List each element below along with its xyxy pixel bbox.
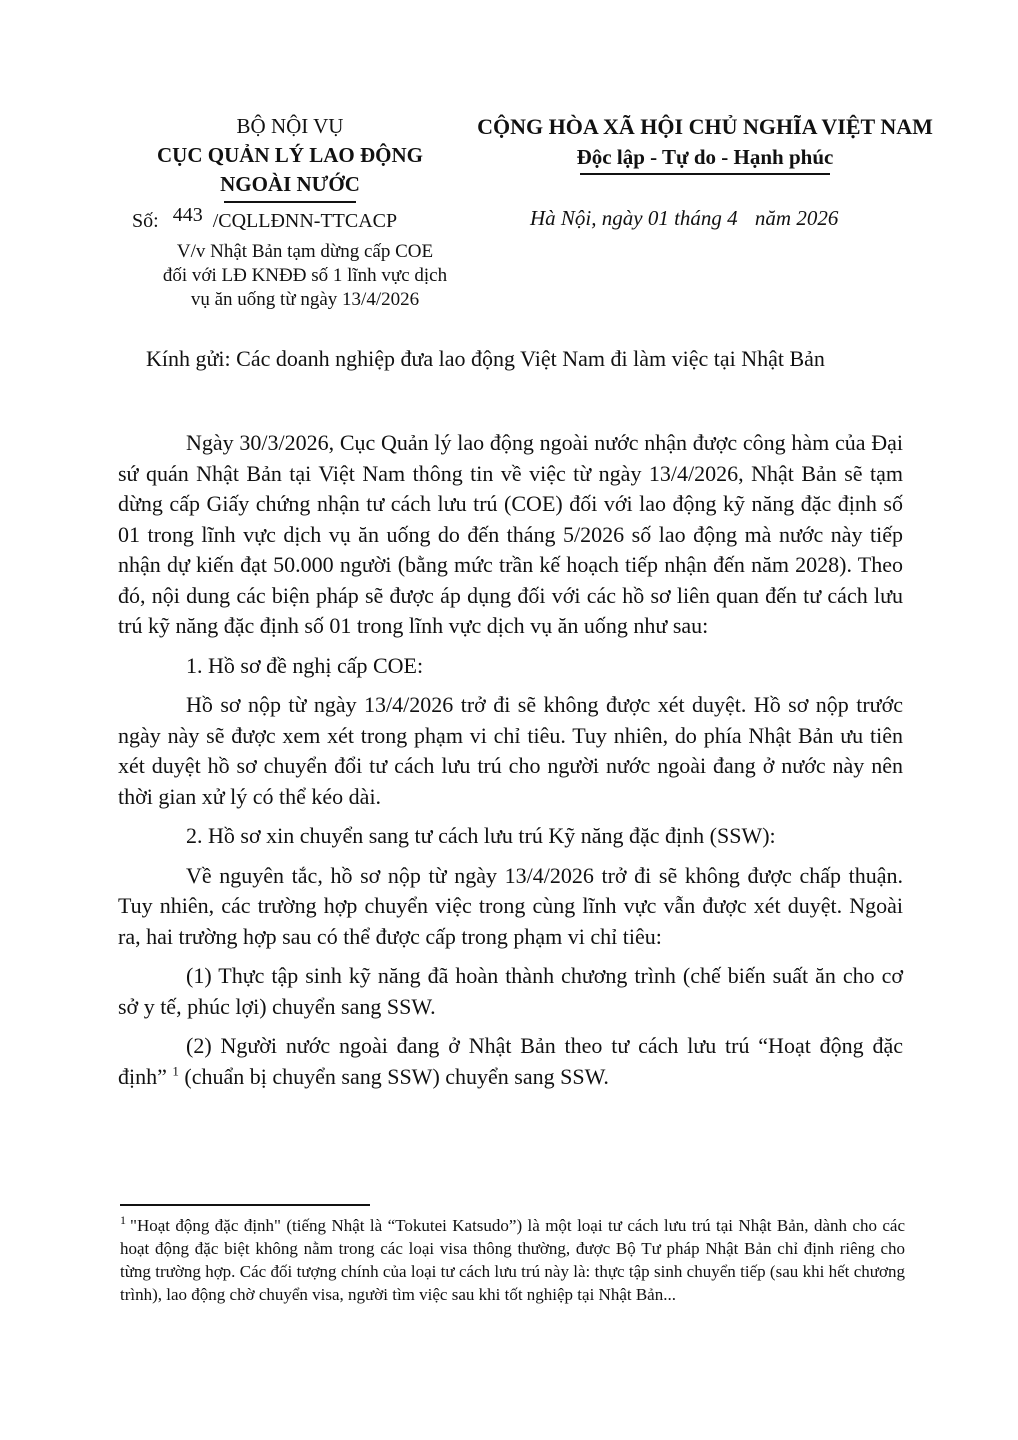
date-place: Hà Nội, ngày — [530, 206, 643, 230]
case2-text-part2: (chuẩn bị chuyển sang SSW) chuyển sang SSW. — [184, 1063, 609, 1089]
department-name-line2: NGOÀI NƯỚC — [220, 172, 360, 196]
document-number — [132, 204, 398, 233]
ministry-name: BỘ NỘI VỤ — [236, 114, 344, 138]
case1-paragraph: (1) Thực tập sinh kỹ năng đã hoàn thành chương trình (chế biến suất ăn cho cơ sở y tế, phúc lợi) chuyển sang SSW. — [118, 963, 903, 1019]
item1-heading: 1. Hồ sơ đề nghị cấp COE: — [186, 652, 424, 678]
date-day: 01 — [647, 206, 669, 230]
document-number-prefix: Số: — [132, 210, 159, 232]
item2-paragraph: Về nguyên tắc, hồ sơ nộp từ ngày 13/4/2026 trở đi sẽ không được chấp thuận. Tuy nhiên, các trường hợp chuyển việc trong cùng lĩnh vực vẫn được xét duyệt. Ngoài ra, hai trường hợp sau có thể được cấp trong phạm vi chỉ tiêu: — [118, 862, 903, 949]
agency-underline — [224, 201, 356, 203]
document-body — [118, 428, 903, 1101]
issuing-agency-block — [100, 112, 480, 203]
subject-line-1: V/v Nhật Bản tạm dừng cấp COE — [176, 241, 434, 262]
document-number-value: 443 — [172, 204, 203, 226]
date-month-label: tháng — [674, 206, 722, 230]
document-number-suffix: /CQLLĐNN-TTCACP — [212, 210, 398, 232]
footnote-separator — [120, 1204, 370, 1206]
footnote-marker: 1 — [120, 1213, 126, 1228]
national-motto: Độc lập - Tự do - Hạnh phúc — [576, 145, 834, 169]
nation-name: CỘNG HÒA XÃ HỘI CHỦ NGHĨA VIỆT NAM — [477, 114, 933, 139]
footnote-text: "Hoạt động đặc định" (tiếng Nhật là “Tokutei Katsudo”) là một loại tư cách lưu trú tại Nhật Bản, dành cho các hoạt động đặc biệt không nằm trong các loại visa thông thường, được Bộ Tư pháp Nhật Bản chỉ định riêng cho từng trường hợp. Các đối tượng chính của loại tư cách lưu trú này là: thực tập sinh chuyển tiếp (sau khi hết chương trình), lao động chờ chuyển visa, người tìm việc sau khi tốt nghiệp tại Nhật Bản... — [120, 1216, 905, 1304]
document-subject — [140, 240, 470, 312]
case2-text-part1: (2) Người nước ngoài đang ở Nhật Bản theo tư cách lưu trú “Hoạt động đặc định” — [118, 1033, 903, 1089]
recipient-line: Kính gửi: Các doanh nghiệp đưa lao động Việt Nam đi làm việc tại Nhật Bản — [146, 346, 825, 371]
motto-underline — [580, 173, 830, 175]
issue-date — [530, 206, 838, 231]
national-title-block — [465, 112, 945, 175]
subject-line-3: vụ ăn uống từ ngày 13/4/2026 — [190, 289, 420, 310]
item2-heading: 2. Hồ sơ xin chuyển sang tư cách lưu trú Kỹ năng đặc định (SSW): — [186, 823, 776, 848]
footnote — [120, 1214, 905, 1306]
case2-paragraph — [118, 1031, 903, 1092]
date-month: 4 — [727, 206, 738, 230]
department-name-line1: CỤC QUẢN LÝ LAO ĐỘNG — [156, 143, 423, 167]
intro-paragraph: Ngày 30/3/2026, Cục Quản lý lao động ngoài nước nhận được công hàm của Đại sứ quán Nhật Bản tại Việt Nam thông tin về việc từ ngày 13/4/2026, Nhật Bản sẽ tạm dừng cấp Giấy chứng nhận tư cách lưu trú (COE) đối với lao động kỹ năng đặc định số 01 trong lĩnh vực dịch vụ ăn uống do đến tháng 5/2026 số lao động mà nước này tiếp nhận dự kiến đạt 50.000 người (bằng mức trần kế hoạch tiếp nhận đến năm 2028). Theo đó, nội dung các biện pháp sẽ được áp dụng đối với các hồ sơ liên quan đến tư cách lưu trú kỹ năng đặc định số 01 trong lĩnh vực dịch vụ ăn uống như sau: — [118, 430, 903, 638]
subject-line-2: đối với LĐ KNĐĐ số 1 lĩnh vực dịch — [162, 265, 448, 286]
footnote-reference[interactable]: 1 — [172, 1063, 179, 1079]
item1-paragraph: Hồ sơ nộp từ ngày 13/4/2026 trở đi sẽ không được xét duyệt. Hồ sơ nộp trước ngày này sẽ được xem xét trong phạm vi chỉ tiêu. Tuy nhiên, do phía Nhật Bản ưu tiên xét duyệt hồ sơ chuyển đổi tư cách lưu trú cho người nước ngoài đang ở nước này nên thời gian xử lý có thể kéo dài. — [118, 692, 903, 809]
date-year: năm 2026 — [754, 206, 839, 230]
